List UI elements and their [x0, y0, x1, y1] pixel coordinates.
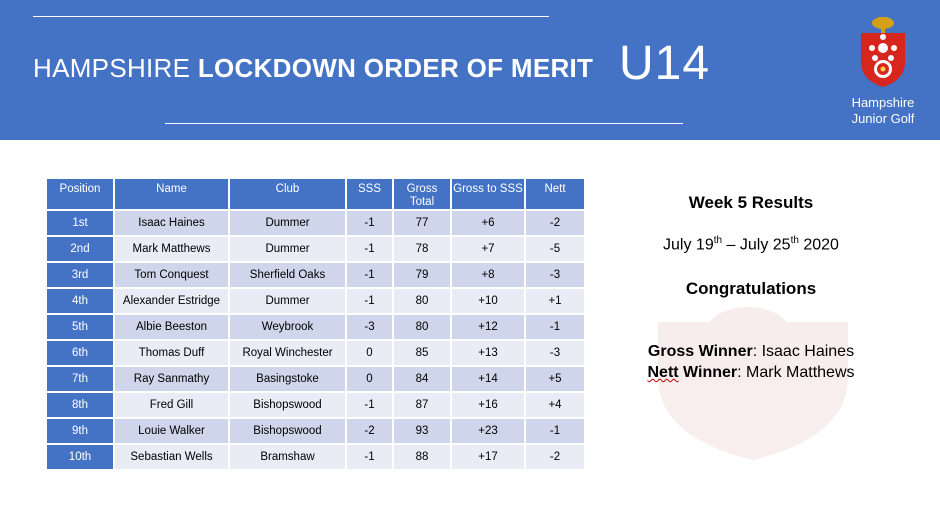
gross-winner-line — [620, 343, 882, 361]
cell-name: Ray Sanmathy — [114, 366, 229, 392]
order-of-merit-table — [45, 177, 586, 471]
cell-gross-to-sss: +23 — [451, 418, 525, 444]
cell-gross-total: 77 — [393, 210, 451, 236]
title-light: HAMPSHIRE — [33, 53, 191, 83]
table-row — [46, 366, 585, 392]
table-row — [46, 392, 585, 418]
cell-gross-to-sss: +17 — [451, 444, 525, 470]
cell-position: 1st — [46, 210, 114, 236]
logo-line-1: Hampshire — [851, 95, 915, 110]
cell-sss: -1 — [346, 210, 393, 236]
col-gross-to-sss: Gross to SSS — [451, 178, 525, 210]
cell-club: Dummer — [229, 236, 346, 262]
cell-gross-to-sss: +7 — [451, 236, 525, 262]
nett-winner-name: : Mark Matthews — [737, 364, 855, 381]
cell-nett: -2 — [525, 444, 585, 470]
cell-club: Dummer — [229, 288, 346, 314]
date-range — [620, 235, 882, 254]
cell-position: 7th — [46, 366, 114, 392]
logo-caption — [838, 95, 928, 127]
cell-sss: -1 — [346, 392, 393, 418]
cell-position: 8th — [46, 392, 114, 418]
header-banner — [0, 0, 940, 140]
nett-winner-label-b: Winner — [678, 364, 738, 381]
cell-nett: +1 — [525, 288, 585, 314]
cell-sss: -1 — [346, 236, 393, 262]
cell-position: 5th — [46, 314, 114, 340]
cell-nett: -5 — [525, 236, 585, 262]
col-sss: SSS — [346, 178, 393, 210]
cell-position: 6th — [46, 340, 114, 366]
cell-gross-to-sss: +16 — [451, 392, 525, 418]
cell-sss: -1 — [346, 288, 393, 314]
cell-club: Basingstoke — [229, 366, 346, 392]
gross-winner-name: : Isaac Haines — [752, 343, 855, 360]
col-nett: Nett — [525, 178, 585, 210]
cell-name: Thomas Duff — [114, 340, 229, 366]
cell-club: Bishopswood — [229, 392, 346, 418]
date-year: 2020 — [798, 236, 839, 254]
cell-gross-to-sss: +13 — [451, 340, 525, 366]
cell-gross-total: 78 — [393, 236, 451, 262]
cell-nett: +5 — [525, 366, 585, 392]
page-title — [33, 53, 593, 84]
cell-nett: -3 — [525, 340, 585, 366]
cell-gross-to-sss: +10 — [451, 288, 525, 314]
cell-position: 9th — [46, 418, 114, 444]
cell-name: Sebastian Wells — [114, 444, 229, 470]
table-row — [46, 314, 585, 340]
col-gross-total: Gross Total — [393, 178, 451, 210]
cell-gross-to-sss: +8 — [451, 262, 525, 288]
table-row — [46, 340, 585, 366]
cell-name: Albie Beeston — [114, 314, 229, 340]
cell-name: Isaac Haines — [114, 210, 229, 236]
table-row — [46, 288, 585, 314]
table-row — [46, 418, 585, 444]
cell-name: Fred Gill — [114, 392, 229, 418]
title-bold: LOCKDOWN ORDER OF MERIT — [197, 53, 594, 83]
cell-gross-total: 80 — [393, 314, 451, 340]
date-start: July 19 — [663, 236, 714, 254]
date-start-suffix: th — [713, 235, 723, 246]
gross-winner-label: Gross Winner — [647, 343, 753, 360]
cell-club: Bishopswood — [229, 418, 346, 444]
cell-gross-total: 79 — [393, 262, 451, 288]
cell-position: 10th — [46, 444, 114, 470]
cell-name: Tom Conquest — [114, 262, 229, 288]
cell-gross-to-sss: +14 — [451, 366, 525, 392]
cell-position: 3rd — [46, 262, 114, 288]
cell-sss: -1 — [346, 262, 393, 288]
cell-name: Mark Matthews — [114, 236, 229, 262]
table-row — [46, 444, 585, 470]
category-label: U14 — [619, 37, 711, 90]
top-rule — [33, 16, 549, 17]
cell-name: Louie Walker — [114, 418, 229, 444]
cell-gross-to-sss: +6 — [451, 210, 525, 236]
table-header-row — [46, 178, 585, 210]
cell-club: Sherfield Oaks — [229, 262, 346, 288]
nett-winner-line — [620, 364, 882, 382]
col-name: Name — [114, 178, 229, 210]
cell-position: 4th — [46, 288, 114, 314]
date-end: – July 25 — [722, 236, 791, 254]
cell-gross-total: 85 — [393, 340, 451, 366]
col-position: Position — [46, 178, 114, 210]
cell-gross-total: 93 — [393, 418, 451, 444]
nett-winner-label-a: Nett — [647, 364, 679, 381]
cell-club: Bramshaw — [229, 444, 346, 470]
cell-club: Dummer — [229, 210, 346, 236]
date-end-suffix: th — [790, 235, 799, 246]
cell-nett: -2 — [525, 210, 585, 236]
hampshire-rose-logo-icon — [858, 14, 908, 89]
cell-name: Alexander Estridge — [114, 288, 229, 314]
cell-nett: +4 — [525, 392, 585, 418]
cell-nett: -1 — [525, 314, 585, 340]
cell-gross-total: 87 — [393, 392, 451, 418]
week-results-heading: Week 5 Results — [688, 193, 814, 212]
col-club: Club — [229, 178, 346, 210]
cell-sss: -3 — [346, 314, 393, 340]
cell-gross-total: 88 — [393, 444, 451, 470]
cell-gross-to-sss: +12 — [451, 314, 525, 340]
cell-gross-total: 80 — [393, 288, 451, 314]
cell-club: Royal Winchester — [229, 340, 346, 366]
table-row — [46, 236, 585, 262]
cell-sss: -2 — [346, 418, 393, 444]
table-row — [46, 262, 585, 288]
congratulations-heading: Congratulations — [685, 279, 817, 298]
bottom-rule — [165, 123, 683, 124]
logo-line-2: Junior Golf — [851, 111, 915, 126]
cell-sss: 0 — [346, 366, 393, 392]
cell-position: 2nd — [46, 236, 114, 262]
cell-nett: -1 — [525, 418, 585, 444]
cell-gross-total: 84 — [393, 366, 451, 392]
table-row — [46, 210, 585, 236]
cell-sss: 0 — [346, 340, 393, 366]
cell-club: Weybrook — [229, 314, 346, 340]
cell-sss: -1 — [346, 444, 393, 470]
cell-nett: -3 — [525, 262, 585, 288]
